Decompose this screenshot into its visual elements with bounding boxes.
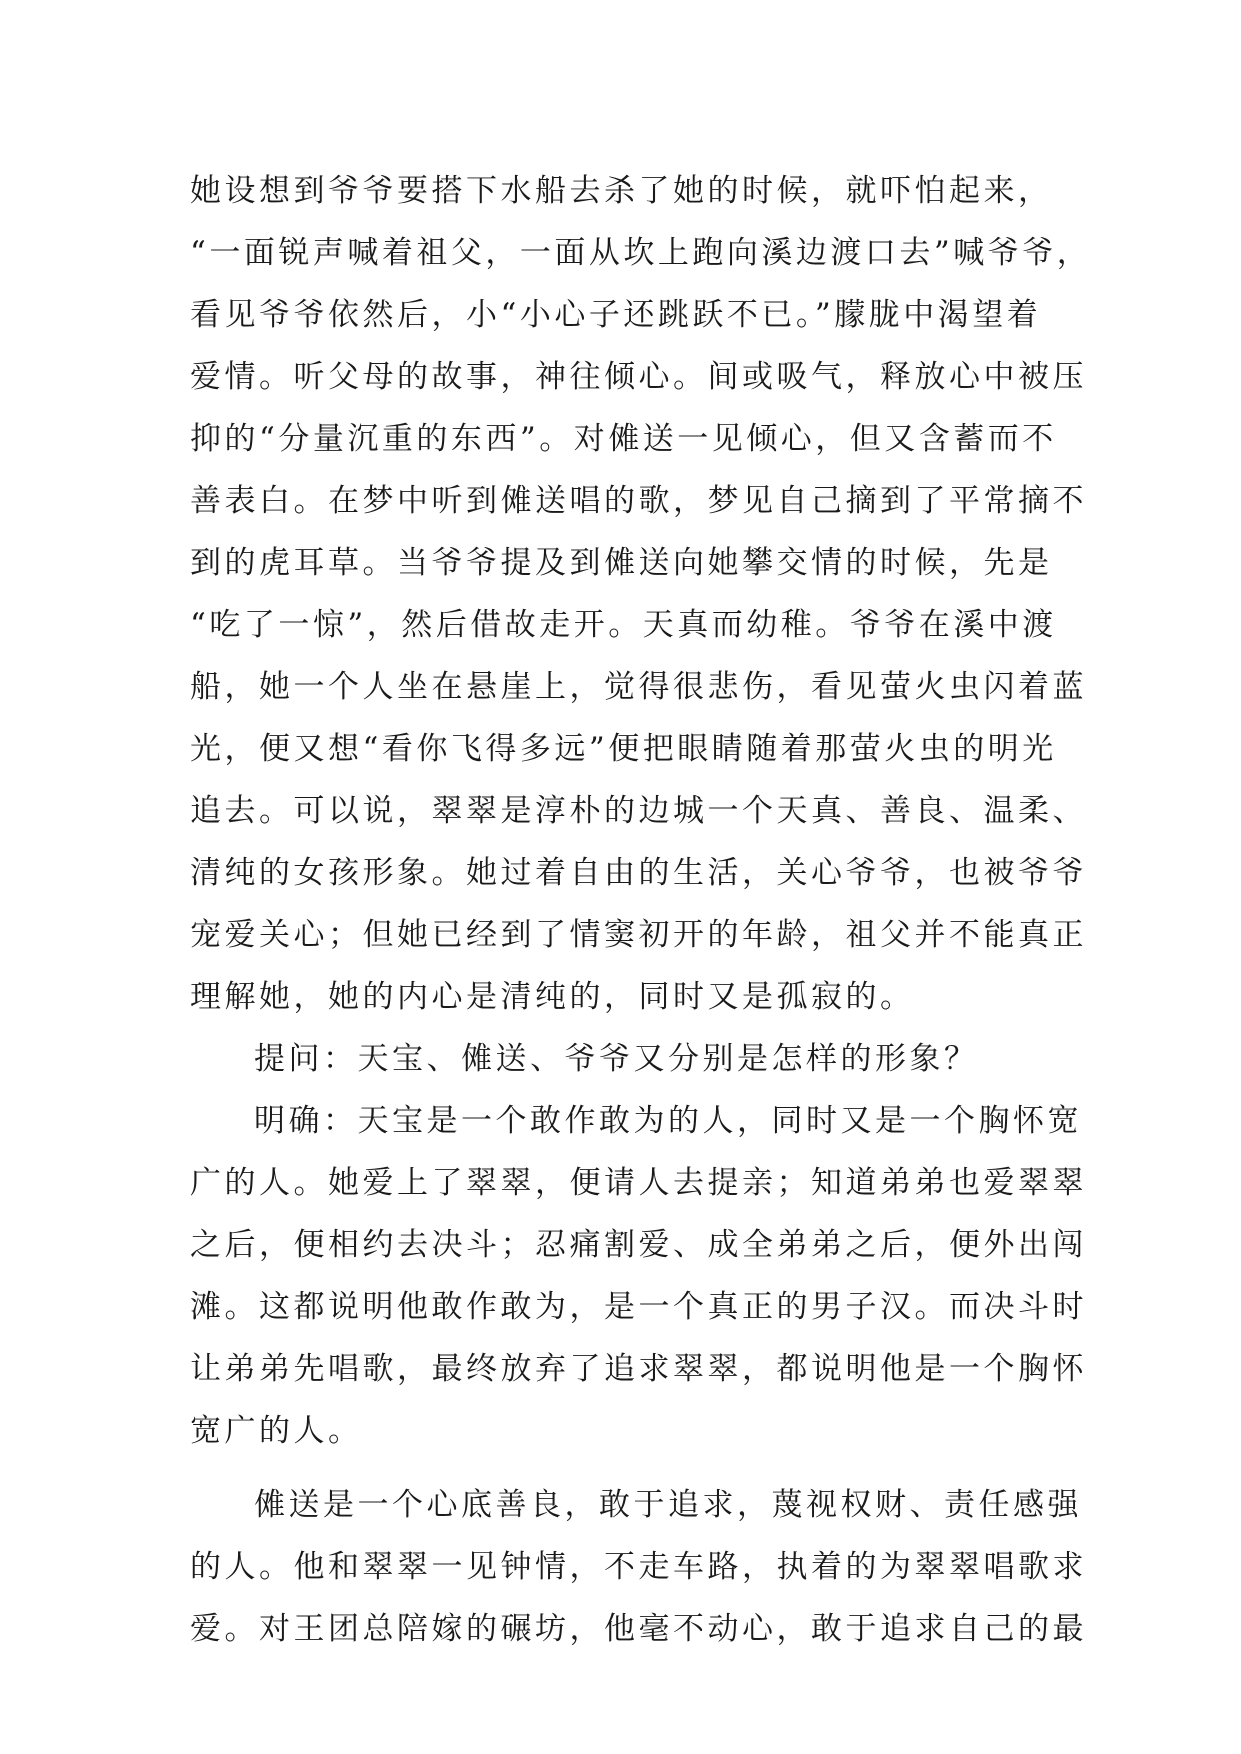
- text-line: 船，她一个人坐在悬崖上，觉得很悲伤，看见萤火虫闪着蓝: [190, 669, 1087, 705]
- text-line: 她设想到爷爷要搭下水船去杀了她的时候，就吓怕起来，: [190, 173, 1053, 209]
- text-line: 理解她，她的内心是清纯的，同时又是孤寂的。: [190, 979, 915, 1015]
- text-line: 善表白。在梦中听到傩送唱的歌，梦见自己摘到了平常摘不: [190, 483, 1087, 519]
- text-line: “一面锐声喊着祖父，一面从坎上跑向溪边渡口去”喊爷爷，: [190, 235, 1092, 271]
- body-text: [190, 160, 1092, 1660]
- text-line: 看见爷爷依然后，小“小心子还跳跃不已。”朦胧中渴望着: [190, 297, 1042, 333]
- answer-line: 之后，便相约去决斗；忍痛割爱、成全弟弟之后，便外出闯: [190, 1227, 1087, 1263]
- text-line: 抑的“分量沉重的东西”。对傩送一见倾心，但又含蓄而不: [190, 421, 1057, 457]
- question-paragraph: 提问：天宝、傩送、爷爷又分别是怎样的形象？: [254, 1041, 979, 1077]
- answer-line: 让弟弟先唱歌，最终放弃了追求翠翠，都说明他是一个胸怀: [190, 1351, 1087, 1387]
- text-line: 爱情。听父母的故事，神往倾心。间或吸气，释放心中被压: [190, 359, 1087, 395]
- answer-line: 宽广的人。: [190, 1413, 363, 1449]
- text-line: “吃了一惊”，然后借故走开。天真而幼稚。爷爷在溪中渡: [190, 607, 1057, 643]
- answer-line: 明确：天宝是一个敢作敢为的人，同时又是一个胸怀宽: [254, 1103, 1082, 1139]
- text-line: 到的虎耳草。当爷爷提及到傩送向她攀交情的时候，先是: [190, 545, 1053, 581]
- text-line: 清纯的女孩形象。她过着自由的生活，关心爷爷，也被爷爷: [190, 855, 1087, 891]
- nuosong-line: 傩送是一个心底善良，敢于追求，蔑视权财、责任感强: [254, 1487, 1082, 1523]
- text-line: 宠爱关心；但她已经到了情窦初开的年龄，祖父并不能真正: [190, 917, 1087, 953]
- answer-line: 广的人。她爱上了翠翠，便请人去提亲；知道弟弟也爱翠翠: [190, 1165, 1087, 1201]
- text-line: 光，便又想“看你飞得多远”便把眼睛随着那萤火虫的明光: [190, 731, 1057, 767]
- nuosong-line: 的人。他和翠翠一见钟情，不走车路，执着的为翠翠唱歌求: [190, 1549, 1087, 1585]
- text-line: 追去。可以说，翠翠是淳朴的边城一个天真、善良、温柔、: [190, 793, 1087, 829]
- nuosong-line: 爱。对王团总陪嫁的碾坊，他毫不动心，敢于追求自己的最: [190, 1611, 1087, 1647]
- paragraph-gap: [190, 1462, 1070, 1474]
- answer-line: 滩。这都说明他敢作敢为，是一个真正的男子汉。而决斗时: [190, 1289, 1087, 1325]
